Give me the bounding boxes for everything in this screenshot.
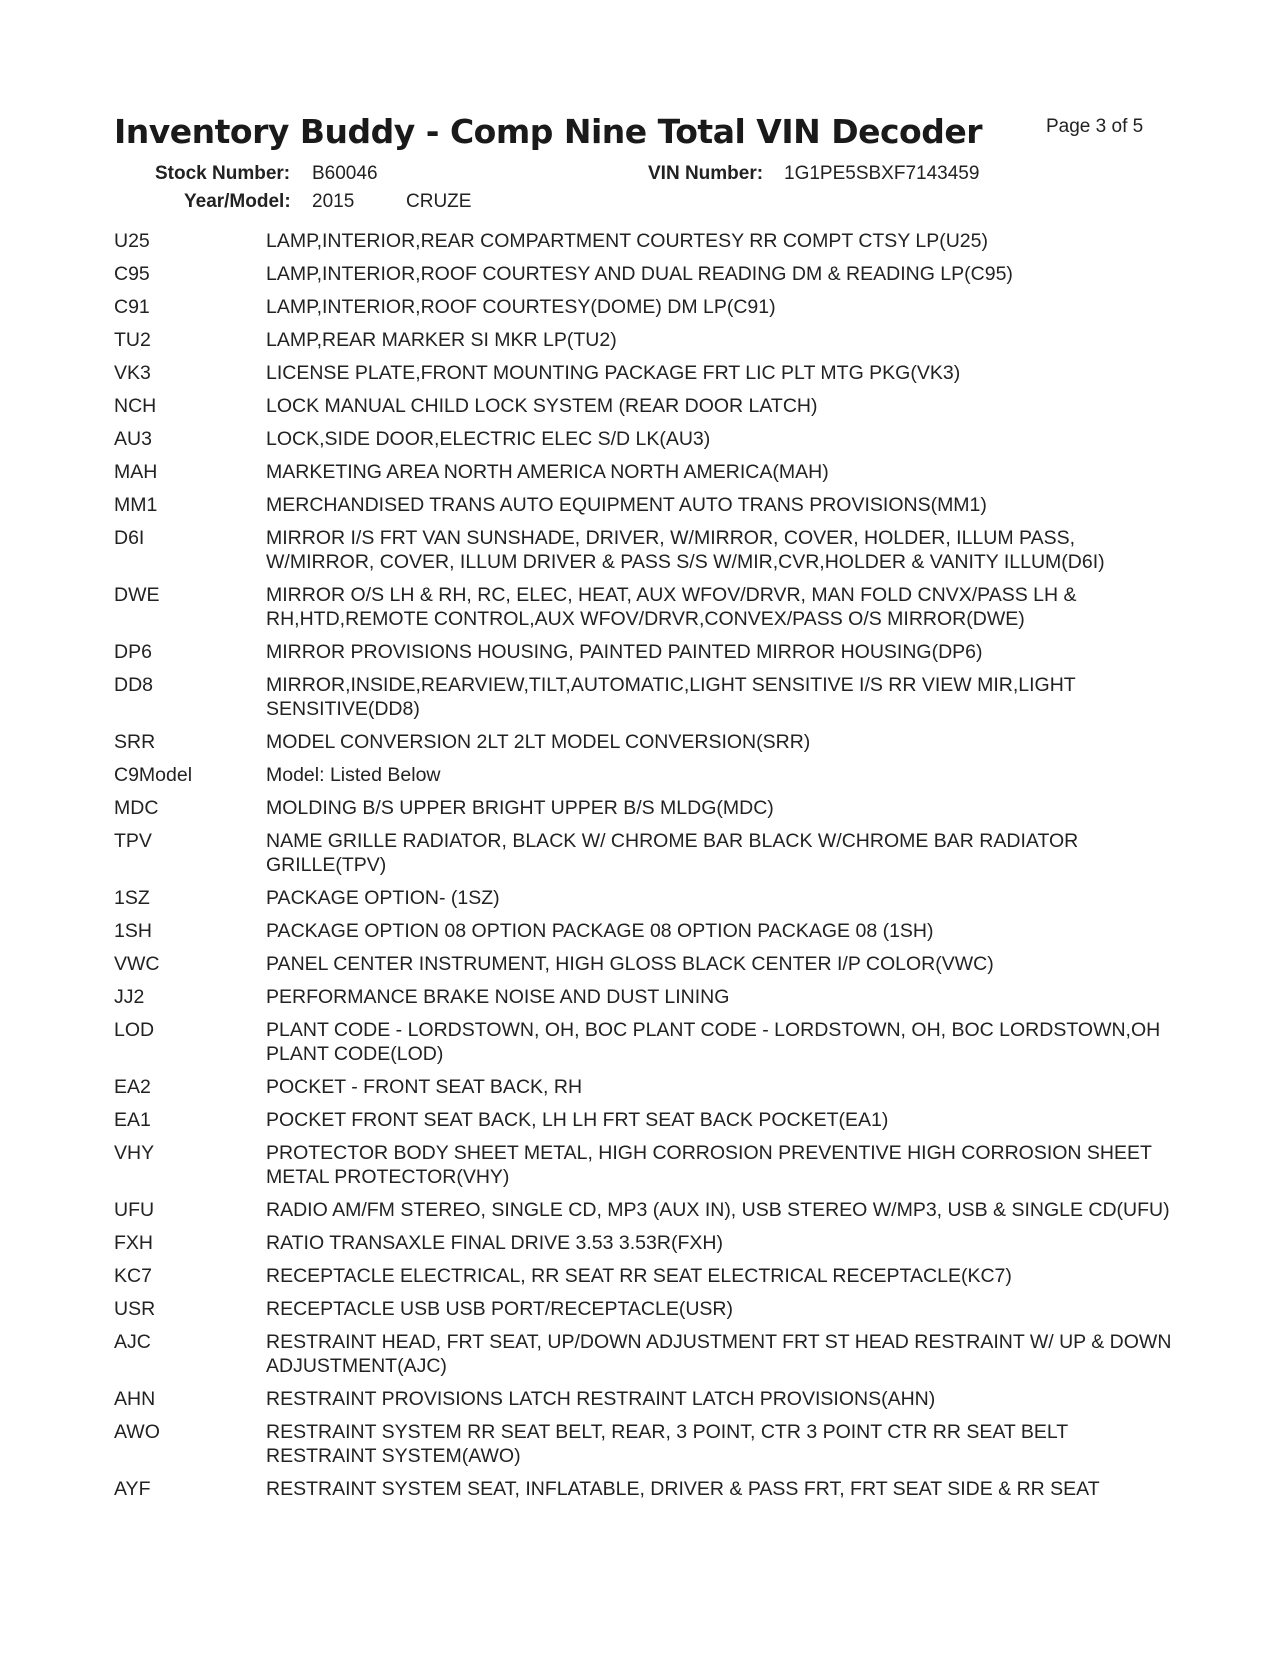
option-description: LAMP,INTERIOR,REAR COMPARTMENT COURTESY RR COMPT CTSY LP(U25): [266, 230, 988, 252]
option-row: [114, 952, 1174, 976]
stock-number-value: B60046: [312, 163, 378, 184]
option-row: [114, 262, 1174, 286]
option-code: TPV: [114, 830, 152, 852]
option-code: DWE: [114, 584, 160, 606]
option-row: [114, 1198, 1174, 1222]
option-row: [114, 1018, 1174, 1066]
option-description: RESTRAINT SYSTEM RR SEAT BELT, REAR, 3 POINT, CTR 3 POINT CTR RR SEAT BELT RESTRAINT SYSTEM(AWO): [266, 1421, 1068, 1467]
option-code: 1SZ: [114, 887, 150, 909]
option-code: NCH: [114, 395, 157, 417]
option-row: [114, 1477, 1174, 1501]
option-row: [114, 1264, 1174, 1288]
option-row: [114, 919, 1174, 943]
option-row: [114, 985, 1174, 1009]
option-description: MIRROR PROVISIONS HOUSING, PAINTED PAINTED MIRROR HOUSING(DP6): [266, 641, 983, 663]
option-row: [114, 1387, 1174, 1411]
option-code: TU2: [114, 329, 151, 351]
option-code: VWC: [114, 953, 160, 975]
option-code: USR: [114, 1298, 156, 1320]
option-code: 1SH: [114, 920, 152, 942]
document-title: Inventory Buddy - Comp Nine Total VIN Decoder: [114, 112, 982, 151]
model-value: CRUZE: [406, 191, 472, 212]
option-description: MARKETING AREA NORTH AMERICA NORTH AMERICA(MAH): [266, 461, 829, 483]
option-description: LAMP,INTERIOR,ROOF COURTESY(DOME) DM LP(C91): [266, 296, 776, 318]
option-description: LAMP,REAR MARKER SI MKR LP(TU2): [266, 329, 617, 351]
option-description: LOCK,SIDE DOOR,ELECTRIC ELEC S/D LK(AU3): [266, 428, 711, 450]
option-row: [114, 1297, 1174, 1321]
option-description: PACKAGE OPTION 08 OPTION PACKAGE 08 OPTION PACKAGE 08 (1SH): [266, 920, 934, 942]
option-code: EA1: [114, 1109, 151, 1131]
option-list: [114, 229, 1174, 1510]
option-row: [114, 526, 1174, 574]
vin-number-label: VIN Number:: [648, 163, 764, 184]
option-row: [114, 763, 1174, 787]
vin-number-value: 1G1PE5SBXF7143459: [784, 163, 980, 184]
year-value: 2015: [312, 191, 355, 212]
option-description: RECEPTACLE USB USB PORT/RECEPTACLE(USR): [266, 1298, 734, 1320]
option-row: [114, 493, 1174, 517]
option-row: [114, 673, 1174, 721]
option-code: AJC: [114, 1331, 151, 1353]
option-description: Model: Listed Below: [266, 764, 441, 786]
option-row: [114, 640, 1174, 664]
stock-number-label: Stock Number:: [155, 163, 291, 184]
option-description: RATIO TRANSAXLE FINAL DRIVE 3.53 3.53R(FXH): [266, 1232, 723, 1254]
option-description: LICENSE PLATE,FRONT MOUNTING PACKAGE FRT LIC PLT MTG PKG(VK3): [266, 362, 961, 384]
option-description: PANEL CENTER INSTRUMENT, HIGH GLOSS BLACK CENTER I/P COLOR(VWC): [266, 953, 994, 975]
option-code: FXH: [114, 1232, 153, 1254]
option-code: AYF: [114, 1478, 151, 1500]
option-code: VK3: [114, 362, 151, 384]
option-row: [114, 730, 1174, 754]
option-code: VHY: [114, 1142, 155, 1164]
option-code: C9Model: [114, 764, 193, 786]
option-description: RESTRAINT SYSTEM SEAT, INFLATABLE, DRIVER & PASS FRT, FRT SEAT SIDE & RR SEAT: [266, 1478, 1100, 1500]
option-description: MERCHANDISED TRANS AUTO EQUIPMENT AUTO TRANS PROVISIONS(MM1): [266, 494, 987, 516]
year-model-label: Year/Model:: [184, 191, 291, 212]
option-code: AU3: [114, 428, 152, 450]
option-description: MIRROR O/S LH & RH, RC, ELEC, HEAT, AUX WFOV/DRVR, MAN FOLD CNVX/PASS LH & RH,HTD,REMOTE CONTROL,AUX WFOV/DRVR,CONVEX/PASS O/S MIRROR(DWE): [266, 584, 1077, 630]
option-row: [114, 328, 1174, 352]
option-description: LAMP,INTERIOR,ROOF COURTESY AND DUAL READING DM & READING LP(C95): [266, 263, 1013, 285]
option-code: AHN: [114, 1388, 156, 1410]
option-row: [114, 1330, 1174, 1378]
option-description: LOCK MANUAL CHILD LOCK SYSTEM (REAR DOOR LATCH): [266, 395, 818, 417]
option-row: [114, 295, 1174, 319]
option-code: DD8: [114, 674, 154, 696]
option-row: [114, 394, 1174, 418]
option-row: [114, 583, 1174, 631]
option-code: LOD: [114, 1019, 155, 1041]
option-code: KC7: [114, 1265, 152, 1287]
option-description: PROTECTOR BODY SHEET METAL, HIGH CORROSION PREVENTIVE HIGH CORROSION SHEET METAL PROTECTOR(VHY): [266, 1142, 1152, 1188]
option-description: PACKAGE OPTION- (1SZ): [266, 887, 500, 909]
option-row: [114, 1108, 1174, 1132]
option-description: POCKET - FRONT SEAT BACK, RH: [266, 1076, 583, 1098]
option-description: RADIO AM/FM STEREO, SINGLE CD, MP3 (AUX IN), USB STEREO W/MP3, USB & SINGLE CD(UFU): [266, 1199, 1170, 1221]
option-code: EA2: [114, 1076, 151, 1098]
option-code: JJ2: [114, 986, 145, 1008]
option-row: [114, 460, 1174, 484]
option-row: [114, 829, 1174, 877]
option-description: RESTRAINT PROVISIONS LATCH RESTRAINT LATCH PROVISIONS(AHN): [266, 1388, 936, 1410]
option-code: U25: [114, 230, 150, 252]
option-description: PLANT CODE - LORDSTOWN, OH, BOC PLANT CODE - LORDSTOWN, OH, BOC LORDSTOWN,OH PLANT CODE(LOD): [266, 1019, 1161, 1065]
option-row: [114, 1075, 1174, 1099]
option-description: MIRROR,INSIDE,REARVIEW,TILT,AUTOMATIC,LIGHT SENSITIVE I/S RR VIEW MIR,LIGHT SENSITIVE(DD8): [266, 674, 1076, 720]
option-row: [114, 1141, 1174, 1189]
option-row: [114, 796, 1174, 820]
option-description: MODEL CONVERSION 2LT 2LT MODEL CONVERSION(SRR): [266, 731, 811, 753]
option-code: SRR: [114, 731, 156, 753]
page-number: Page 3 of 5: [1046, 116, 1144, 137]
option-description: MIRROR I/S FRT VAN SUNSHADE, DRIVER, W/MIRROR, COVER, HOLDER, ILLUM PASS, W/MIRROR, COVER, ILLUM DRIVER & PASS S/S W/MIR,CVR,HOLDER & VANITY ILLUM(D6I): [266, 527, 1105, 573]
option-code: MDC: [114, 797, 159, 819]
option-code: DP6: [114, 641, 152, 663]
option-row: [114, 886, 1174, 910]
option-row: [114, 427, 1174, 451]
option-code: AWO: [114, 1421, 160, 1443]
option-description: NAME GRILLE RADIATOR, BLACK W/ CHROME BAR BLACK W/CHROME BAR RADIATOR GRILLE(TPV): [266, 830, 1079, 876]
option-description: PERFORMANCE BRAKE NOISE AND DUST LINING: [266, 986, 730, 1008]
option-row: [114, 1420, 1174, 1468]
option-row: [114, 361, 1174, 385]
option-code: MM1: [114, 494, 158, 516]
option-row: [114, 1231, 1174, 1255]
option-code: UFU: [114, 1199, 155, 1221]
option-row: [114, 229, 1174, 253]
option-description: MOLDING B/S UPPER BRIGHT UPPER B/S MLDG(MDC): [266, 797, 774, 819]
option-code: MAH: [114, 461, 158, 483]
option-description: RECEPTACLE ELECTRICAL, RR SEAT RR SEAT ELECTRICAL RECEPTACLE(KC7): [266, 1265, 1012, 1287]
option-description: POCKET FRONT SEAT BACK, LH LH FRT SEAT BACK POCKET(EA1): [266, 1109, 889, 1131]
option-description: RESTRAINT HEAD, FRT SEAT, UP/DOWN ADJUSTMENT FRT ST HEAD RESTRAINT W/ UP & DOWN ADJUSTMENT(AJC): [266, 1331, 1172, 1377]
option-code: C91: [114, 296, 150, 318]
option-code: C95: [114, 263, 150, 285]
option-code: D6I: [114, 527, 145, 549]
